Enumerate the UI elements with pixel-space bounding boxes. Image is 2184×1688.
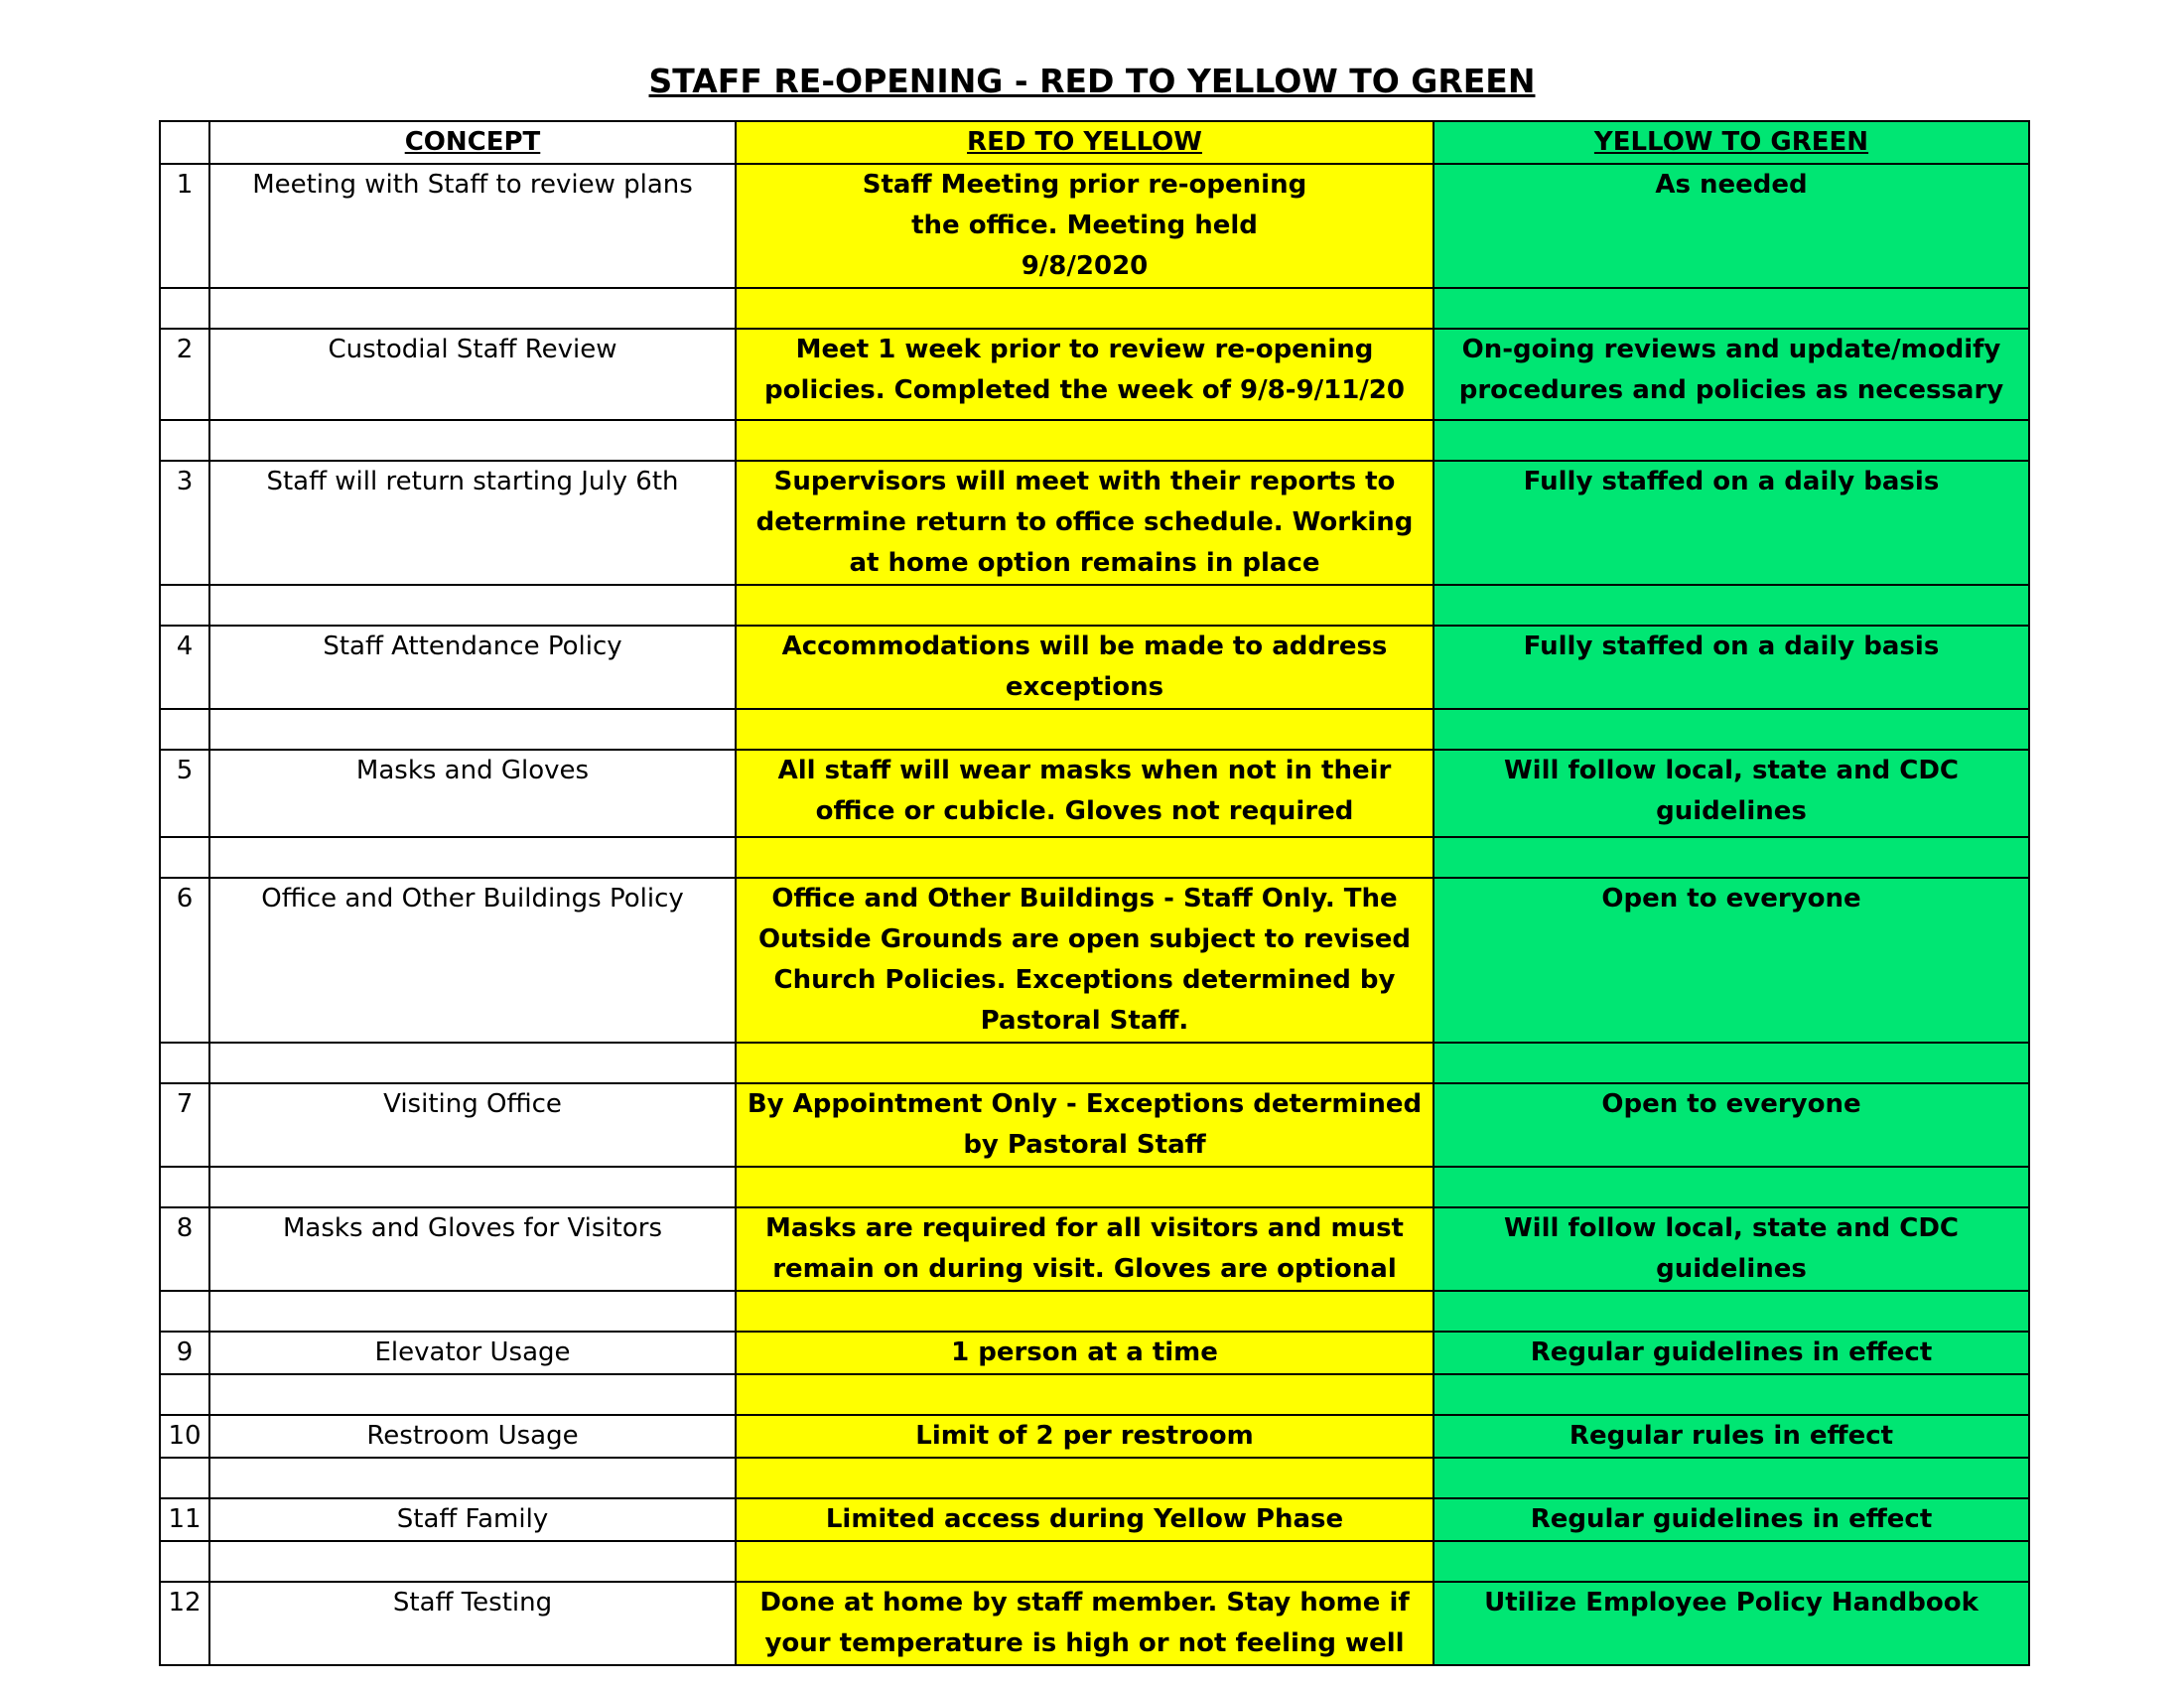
spacer-cell [209,288,736,329]
spacer-cell [160,420,209,461]
row-number: 10 [160,1415,209,1458]
row-concept: Masks and Gloves for Visitors [209,1207,736,1291]
row-yellow-to-green: Utilize Employee Policy Handbook [1433,1582,2029,1665]
spacer-cell [1433,1374,2029,1415]
spacer-cell [736,837,1433,878]
spacer-cell [160,1374,209,1415]
spacer-cell [736,1541,1433,1582]
spacer-cell [736,709,1433,750]
spacer-cell [160,1291,209,1332]
spacer-cell [209,1374,736,1415]
row-yellow-to-green: Open to everyone [1433,878,2029,1043]
row-yellow-to-green: As needed [1433,164,2029,288]
spacer-cell [209,420,736,461]
spacer-row [160,585,2029,626]
row-number: 9 [160,1332,209,1374]
row-yellow-to-green: Regular guidelines in effect [1433,1498,2029,1541]
row-concept: Staff will return starting July 6th [209,461,736,585]
row-concept: Masks and Gloves [209,750,736,837]
spacer-cell [1433,1541,2029,1582]
header-number [160,121,209,164]
row-red-to-yellow: Limited access during Yellow Phase [736,1498,1433,1541]
staff-reopening-table [159,120,2030,1666]
row-red-to-yellow: Meet 1 week prior to review re-opening policies. Completed the week of 9/8-9/11/20 [736,329,1433,420]
row-red-to-yellow: 1 person at a time [736,1332,1433,1374]
row-red-to-yellow: Done at home by staff member. Stay home if your temperature is high or not feeling well [736,1582,1433,1665]
spacer-cell [160,1541,209,1582]
row-red-to-yellow: Staff Meeting prior re-opening the office. Meeting held 9/8/2020 [736,164,1433,288]
spacer-cell [736,288,1433,329]
spacer-cell [160,1458,209,1498]
table-row [160,750,2029,837]
spacer-cell [160,1167,209,1207]
table-row [160,329,2029,420]
spacer-cell [1433,1167,2029,1207]
spacer-cell [209,837,736,878]
spacer-cell [1433,1458,2029,1498]
spacer-row [160,837,2029,878]
row-concept: Visiting Office [209,1083,736,1167]
row-concept: Meeting with Staff to review plans [209,164,736,288]
spacer-row [160,420,2029,461]
spacer-row [160,709,2029,750]
row-red-to-yellow: Masks are required for all visitors and must remain on during visit. Gloves are optional [736,1207,1433,1291]
spacer-cell [736,1291,1433,1332]
table-row [160,1083,2029,1167]
spacer-cell [160,837,209,878]
row-number: 12 [160,1582,209,1665]
spacer-cell [209,1458,736,1498]
spacer-cell [1433,837,2029,878]
spacer-cell [209,585,736,626]
row-red-to-yellow: Office and Other Buildings - Staff Only. The Outside Grounds are open subject to revised Church Policies. Exceptions determined by Pastoral Staff. [736,878,1433,1043]
row-yellow-to-green: Fully staffed on a daily basis [1433,626,2029,709]
spacer-row [160,1458,2029,1498]
spacer-row [160,1291,2029,1332]
spacer-cell [160,1043,209,1083]
row-concept: Staff Attendance Policy [209,626,736,709]
row-yellow-to-green: On-going reviews and update/modify procedures and policies as necessary [1433,329,2029,420]
spacer-cell [736,1458,1433,1498]
table-row [160,878,2029,1043]
row-number: 7 [160,1083,209,1167]
row-yellow-to-green: Open to everyone [1433,1083,2029,1167]
row-yellow-to-green: Regular guidelines in effect [1433,1332,2029,1374]
row-number: 2 [160,329,209,420]
row-number: 11 [160,1498,209,1541]
table-row [160,1498,2029,1541]
row-red-to-yellow: Limit of 2 per restroom [736,1415,1433,1458]
spacer-cell [160,585,209,626]
row-concept: Restroom Usage [209,1415,736,1458]
header-yellow-to-green: YELLOW TO GREEN [1433,121,2029,164]
spacer-cell [209,1291,736,1332]
row-yellow-to-green: Regular rules in effect [1433,1415,2029,1458]
spacer-cell [209,1167,736,1207]
table-header-row [160,121,2029,164]
table-row [160,1332,2029,1374]
row-red-to-yellow: All staff will wear masks when not in their office or cubicle. Gloves not required [736,750,1433,837]
spacer-cell [209,1541,736,1582]
table-row [160,1207,2029,1291]
spacer-cell [1433,288,2029,329]
spacer-cell [209,709,736,750]
table-row [160,164,2029,288]
page-title: STAFF RE-OPENING - RED TO YELLOW TO GREEN [648,62,1536,100]
spacer-cell [160,288,209,329]
spacer-row [160,1374,2029,1415]
spacer-cell [1433,1043,2029,1083]
row-number: 5 [160,750,209,837]
spacer-cell [736,585,1433,626]
spacer-cell [1433,420,2029,461]
row-number: 1 [160,164,209,288]
spacer-cell [736,1167,1433,1207]
table-row [160,1415,2029,1458]
header-concept: CONCEPT [209,121,736,164]
row-number: 4 [160,626,209,709]
spacer-cell [1433,709,2029,750]
row-concept: Office and Other Buildings Policy [209,878,736,1043]
spacer-row [160,1167,2029,1207]
spacer-cell [160,709,209,750]
spacer-cell [1433,585,2029,626]
spacer-row [160,288,2029,329]
row-number: 8 [160,1207,209,1291]
row-concept: Custodial Staff Review [209,329,736,420]
spacer-cell [736,1043,1433,1083]
spacer-cell [736,1374,1433,1415]
row-concept: Staff Testing [209,1582,736,1665]
row-yellow-to-green: Will follow local, state and CDC guidelines [1433,750,2029,837]
row-number: 6 [160,878,209,1043]
table-row [160,1582,2029,1665]
spacer-row [160,1541,2029,1582]
row-red-to-yellow: Supervisors will meet with their reports to determine return to office schedule. Working at home option remains in place [736,461,1433,585]
spacer-cell [209,1043,736,1083]
table-row [160,626,2029,709]
row-red-to-yellow: Accommodations will be made to address exceptions [736,626,1433,709]
table-row [160,461,2029,585]
spacer-row [160,1043,2029,1083]
spacer-cell [1433,1291,2029,1332]
row-number: 3 [160,461,209,585]
row-yellow-to-green: Will follow local, state and CDC guidelines [1433,1207,2029,1291]
row-concept: Staff Family [209,1498,736,1541]
row-red-to-yellow: By Appointment Only - Exceptions determined by Pastoral Staff [736,1083,1433,1167]
spacer-cell [736,420,1433,461]
row-yellow-to-green: Fully staffed on a daily basis [1433,461,2029,585]
row-concept: Elevator Usage [209,1332,736,1374]
header-red-to-yellow: RED TO YELLOW [736,121,1433,164]
